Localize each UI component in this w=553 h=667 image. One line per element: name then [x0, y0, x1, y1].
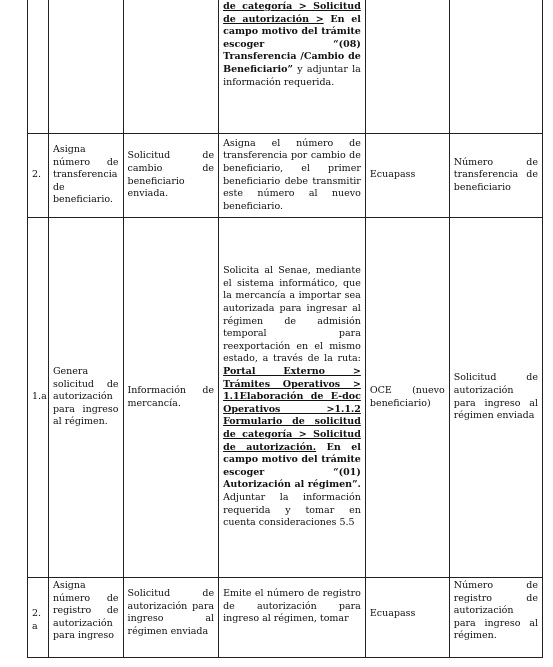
responsible-cell: Ecuapass	[365, 578, 449, 658]
route-link: de categoría > Solicitud de autorización >	[223, 1, 361, 25]
activity-cell: Asigna número de transferencia de beneficiario.	[48, 134, 123, 218]
row-number: 2.	[28, 134, 49, 218]
output-cell: Solicitud de autorización para ingreso al régimen enviada	[449, 218, 542, 578]
output-cell: Número de transferencia de beneficiario	[449, 134, 542, 218]
description-cell	[219, 218, 366, 578]
procedure-table	[27, 0, 543, 658]
row-number	[28, 0, 49, 134]
table-row	[28, 578, 543, 658]
responsible-cell: Ecuapass	[365, 134, 449, 218]
table-row	[28, 0, 543, 134]
description-tail: Adjuntar la información requerida y tomar en cuenta consideraciones 5.5	[223, 491, 361, 529]
input-cell: Información de mercancía.	[123, 218, 219, 578]
responsible-cell: OCE (nuevo beneficiario)	[365, 218, 449, 578]
table-row	[28, 218, 543, 578]
row-number: 2. a	[28, 578, 49, 658]
description-cell: Asigna el número de transferencia por cambio de beneficiario, el primer beneficiario debe transmitir este número al nuevo beneficiario.	[219, 134, 366, 218]
activity-cell: Asigna número de registro de autorización para ingreso	[48, 578, 123, 658]
field-instruction: En el campo motivo del trámite escoger “(01) Autorización al régimen”.	[223, 441, 361, 491]
input-cell	[123, 0, 219, 134]
description-tail: y adjuntar la información requerida.	[223, 63, 361, 88]
input-cell: Solicitud de cambio de beneficiario enviada.	[123, 134, 219, 218]
output-cell: Número de registro de autorización para ingreso al régimen.	[449, 578, 542, 658]
activity-cell: Genera solicitud de autorización para ingreso al régimen.	[48, 218, 123, 578]
description-cell	[219, 0, 366, 134]
responsible-cell	[365, 0, 449, 134]
description-cell: Emite el número de registro de autorización para ingreso al régimen, tomar	[219, 578, 366, 658]
field-instruction: En el campo motivo del trámite escoger “(08) Transferencia /Cambio de Beneficiario”	[223, 13, 361, 75]
description-intro: Solicita al Senae, mediante el sistema informático, que la mercancía a importar sea autorizada para ingresar al régimen de admisión temporal para reexportación en el mismo estado, a través de la ruta:	[223, 265, 361, 365]
output-cell	[449, 0, 542, 134]
table-row	[28, 134, 543, 218]
route-link: Portal Externo > Trámites Operativos > 1.1Elaboración de E-doc Operativos >1.1.2 Formulario de solicitud de categoría > Solicitud de autorización.	[223, 366, 361, 453]
activity-cell	[48, 0, 123, 134]
input-cell: Solicitud de autorización para ingreso al régimen enviada	[123, 578, 219, 658]
row-number: 1.a	[28, 218, 49, 578]
